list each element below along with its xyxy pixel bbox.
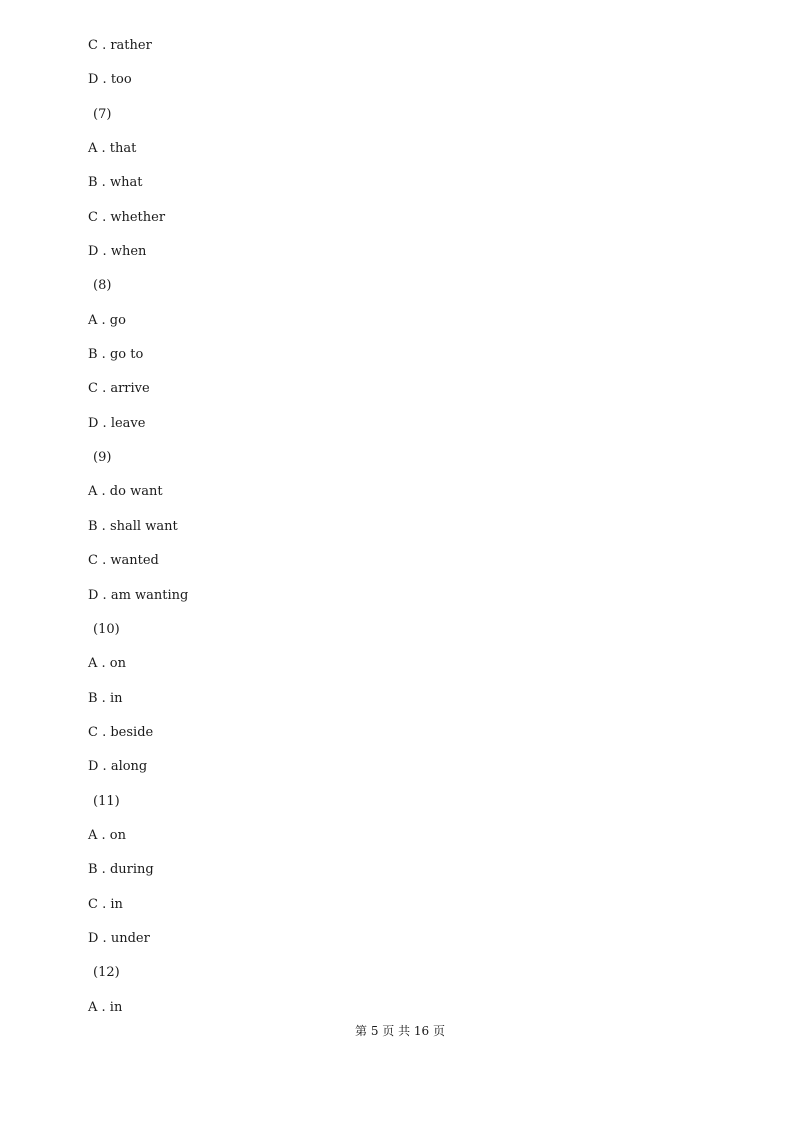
answer-option: D . along bbox=[88, 759, 148, 775]
answer-option: B . during bbox=[88, 862, 154, 878]
answer-option: C . rather bbox=[88, 38, 152, 53]
answer-option: C . beside bbox=[88, 724, 154, 740]
question-number: (10) bbox=[93, 621, 120, 637]
question-number: (12) bbox=[93, 965, 120, 981]
answer-option: B . what bbox=[88, 175, 143, 191]
question-number: (8) bbox=[93, 278, 112, 294]
answer-option: A . do want bbox=[88, 484, 163, 500]
answer-option: A . that bbox=[88, 141, 137, 157]
answer-option: D . under bbox=[88, 930, 150, 946]
question-number: (9) bbox=[93, 450, 112, 466]
answer-option: D . too bbox=[88, 72, 132, 88]
question-number: (7) bbox=[93, 106, 112, 122]
answer-option: A . go bbox=[88, 312, 126, 328]
question-number: (11) bbox=[93, 793, 120, 809]
answer-option: B . go to bbox=[88, 347, 144, 363]
answer-option: C . arrive bbox=[88, 381, 150, 397]
answer-option: D . when bbox=[88, 244, 147, 260]
answer-option: B . in bbox=[88, 690, 123, 706]
answer-option: D . am wanting bbox=[88, 587, 189, 603]
answer-option: C . whether bbox=[88, 209, 166, 225]
question-options-list bbox=[88, 38, 188, 1034]
answer-option: A . in bbox=[88, 999, 123, 1015]
answer-option: B . shall want bbox=[88, 518, 178, 534]
answer-option: A . on bbox=[88, 827, 126, 843]
answer-option: C . in bbox=[88, 896, 123, 912]
page-footer: 第 5 页 共 16 页 bbox=[355, 1024, 445, 1038]
answer-option: D . leave bbox=[88, 415, 146, 431]
answer-option: C . wanted bbox=[88, 553, 159, 569]
answer-option: A . on bbox=[88, 656, 126, 672]
